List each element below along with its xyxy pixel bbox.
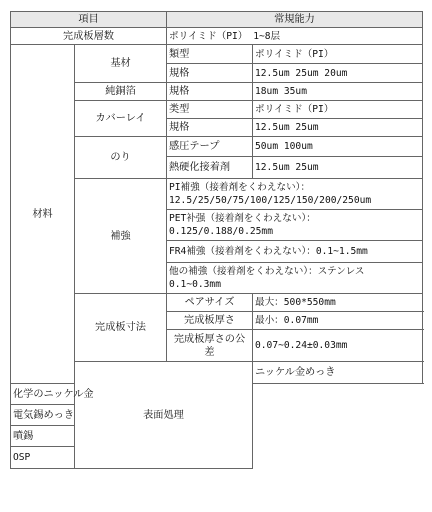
glue-label: のり — [75, 137, 167, 179]
reinforce-pet — [167, 210, 423, 241]
glue-pressure-value: 50um 100um — [253, 137, 423, 157]
spec-table-container — [10, 11, 423, 469]
surface-item: 化学のニッケル金 — [11, 384, 167, 405]
tolerance-value: 0.07~0.24±0.03mm — [253, 330, 423, 362]
reinforce-pet-title: PET补强（接着剤をくわえない）： — [169, 213, 316, 224]
reinforce-pi-values: 12.5/25/50/75/100/125/150/200/250um — [169, 195, 372, 206]
coverlay-type-value: ポリイミド（PI） — [253, 101, 423, 119]
reinforce-pi — [167, 179, 423, 210]
reinforce-pet-values: 0.125/0.188/0.25mm — [169, 226, 273, 237]
layers-value: ポリイミド（PI） 1~8层 — [167, 28, 423, 45]
capability-table — [10, 11, 423, 469]
glue-thermo-label: 熱硬化接着剤 — [167, 157, 253, 179]
dimensions-label: 完成板寸法 — [75, 294, 167, 362]
base-spec-value: 12.5um 25um 20um — [253, 64, 423, 83]
coverlay-type-label: 类型 — [167, 101, 253, 119]
table-header-row — [11, 12, 423, 28]
copper-spec-label: 規格 — [167, 83, 253, 101]
base-spec-label: 規格 — [167, 64, 253, 83]
surface-item: 噴錫 — [11, 426, 167, 447]
reinforce-other-values: 0.1~0.3mm — [169, 279, 221, 290]
table-row — [11, 28, 423, 45]
surface-label: 表面処理 — [75, 362, 253, 469]
coverlay-label: カバーレイ — [75, 101, 167, 137]
size-label: ペアサイズ — [167, 294, 253, 312]
header-item: 項目 — [11, 12, 167, 28]
layers-label: 完成板層数 — [11, 28, 167, 45]
base-type-value: ポリイミド（PI） — [253, 45, 423, 64]
thickness-label: 完成板厚さ — [167, 312, 253, 330]
size-value: 最大：500*550mm — [253, 294, 423, 312]
coverlay-spec-value: 12.5um 25um — [253, 119, 423, 137]
base-label: 基材 — [75, 45, 167, 83]
coverlay-spec-label: 規格 — [167, 119, 253, 137]
header-capability: 常規能力 — [167, 12, 423, 28]
surface-item: 電気錫めっき — [11, 405, 167, 426]
surface-item: OSP — [11, 447, 167, 469]
surface-item: ニッケル金めっき — [253, 362, 423, 384]
thickness-value: 最小：0.07mm — [253, 312, 423, 330]
materials-label: 材料 — [11, 45, 75, 384]
table-row — [11, 45, 423, 64]
reinforce-other — [167, 263, 423, 294]
glue-thermo-value: 12.5um 25um — [253, 157, 423, 179]
reinforce-label: 補強 — [75, 179, 167, 294]
reinforce-other-title: 他の補強（接着剤をくわえない）：ステンレス — [169, 266, 365, 277]
reinforce-fr4: FR4補強（接着剤をくわえない）：0.1~1.5mm — [167, 241, 423, 263]
reinforce-pi-title: PI補強（接着剤をくわえない）： — [169, 182, 311, 193]
copper-label: 純銅箔 — [75, 83, 167, 101]
tolerance-label: 完成板厚さの公差 — [167, 330, 253, 362]
glue-pressure-label: 感圧テープ — [167, 137, 253, 157]
base-type-label: 類型 — [167, 45, 253, 64]
copper-spec-value: 18um 35um — [253, 83, 423, 101]
